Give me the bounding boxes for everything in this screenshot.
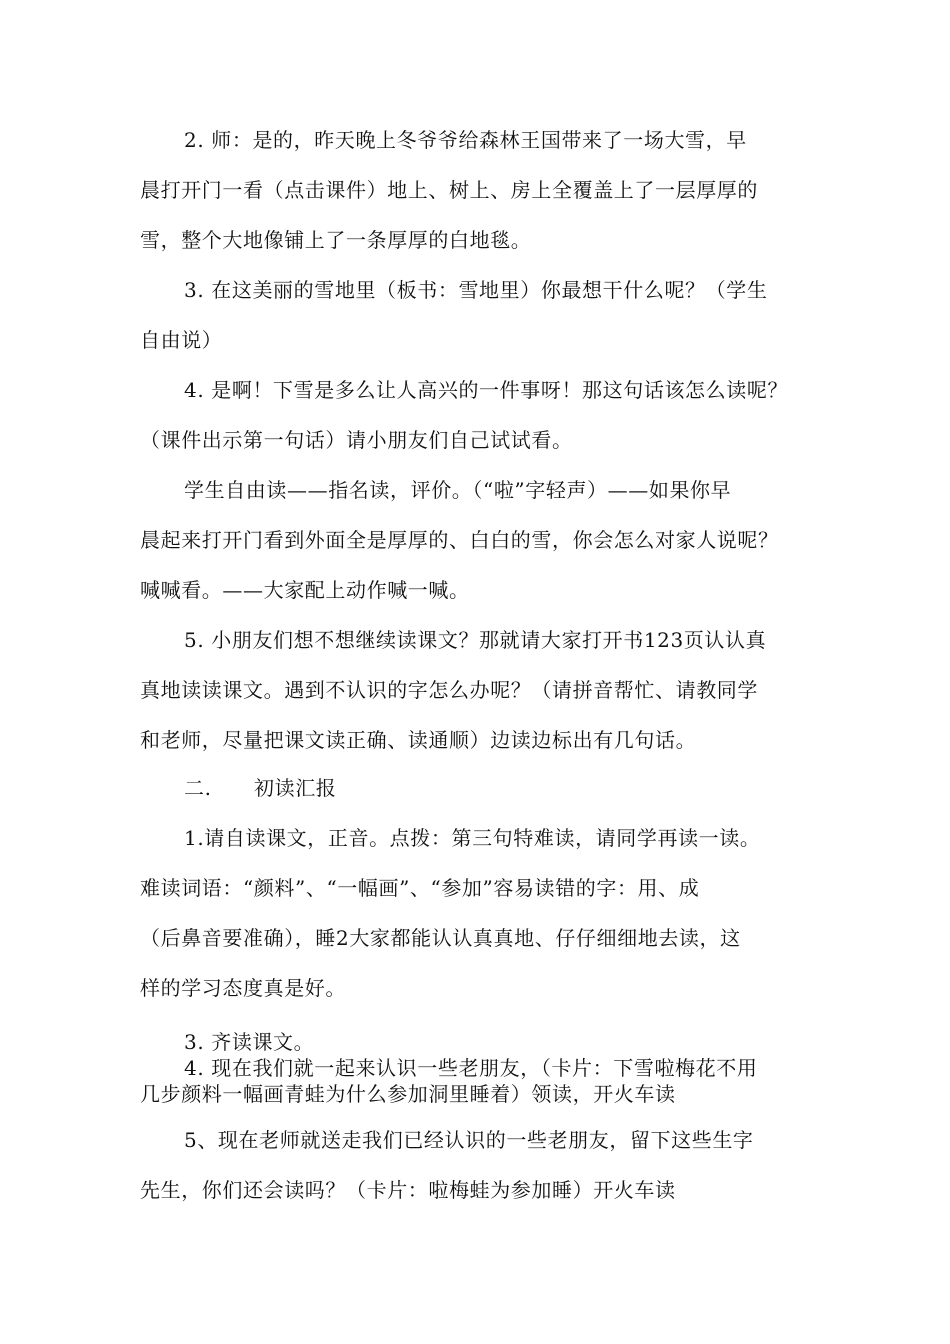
section-number: 二.: [184, 776, 212, 800]
paragraph-2-line-2: 晨打开门一看（点击课件）地上、树上、房上全覆盖上了一层厚厚的: [140, 178, 758, 202]
paragraph-5-line-1: 5. 小朋友们想不想继续读课文？那就请大家打开书123页认认真: [184, 628, 767, 652]
paragraph-3-line-2: 自由说）: [140, 328, 223, 352]
reading-paragraph-4-line-2: 几步颜料一幅画青蛙为什么参加洞里睡着）领读，开火车读: [140, 1082, 676, 1106]
reading-paragraph-1-line-2: 难读词语：“颜料”、“一幅画”、“参加”容易读错的字：用、成: [140, 876, 700, 900]
paragraph-4b-line-1: 学生自由读——指名读，评价。（“啦”字轻声）——如果你早: [184, 478, 732, 502]
paragraph-2-line-3: 雪，整个大地像铺上了一条厚厚的白地毯。: [140, 228, 532, 252]
reading-paragraph-1-line-3: （后鼻音要准确），睡2大家都能认认真真地、仔仔细细地去读，这: [140, 926, 741, 950]
paragraph-5-line-3: 和老师，尽量把课文读正确、读通顺）边读边标出有几句话。: [140, 728, 697, 752]
reading-paragraph-3-line-1: 3. 齐读课文。: [184, 1030, 315, 1054]
paragraph-4-line-1: 4. 是啊！下雪是多么让人高兴的一件事呀！那这句话该怎么读呢？: [184, 378, 789, 402]
section-title: 初读汇报: [254, 776, 337, 800]
reading-paragraph-5-line-1: 5、现在老师就送走我们已经认识的一些老朋友，留下这些生字: [184, 1128, 754, 1152]
section-heading: [184, 776, 336, 800]
paragraph-4-line-2: （课件出示第一句话）请小朋友们自己试试看。: [140, 428, 573, 452]
paragraph-2-line-1: 2. 师：是的，昨天晚上冬爷爷给森林王国带来了一场大雪，早: [184, 128, 747, 152]
paragraph-3-line-1: 3. 在这美丽的雪地里（板书：雪地里）你最想干什么呢？（学生: [184, 278, 768, 302]
reading-paragraph-1-line-4: 样的学习态度真是好。: [140, 976, 346, 1000]
paragraph-5-line-2: 真地读读课文。遇到不认识的字怎么办呢？（请拼音帮忙、请教同学: [140, 678, 758, 702]
reading-paragraph-1-line-1: 1.请自读课文，正音。点拨：第三句特难读，请同学再读一读。: [184, 826, 761, 850]
reading-paragraph-5-line-2: 先生，你们还会读吗？（卡片：啦梅蛙为参加睡）开火车读: [140, 1178, 676, 1202]
reading-paragraph-4-line-1: 4. 现在我们就一起来认识一些老朋友，（卡片：下雪啦梅花不用: [184, 1056, 758, 1080]
paragraph-4b-line-2: 晨起来打开门看到外面全是厚厚的、白白的雪，你会怎么对家人说呢？: [140, 528, 779, 552]
paragraph-4b-line-3: 喊喊看。——大家配上动作喊一喊。: [140, 578, 470, 602]
